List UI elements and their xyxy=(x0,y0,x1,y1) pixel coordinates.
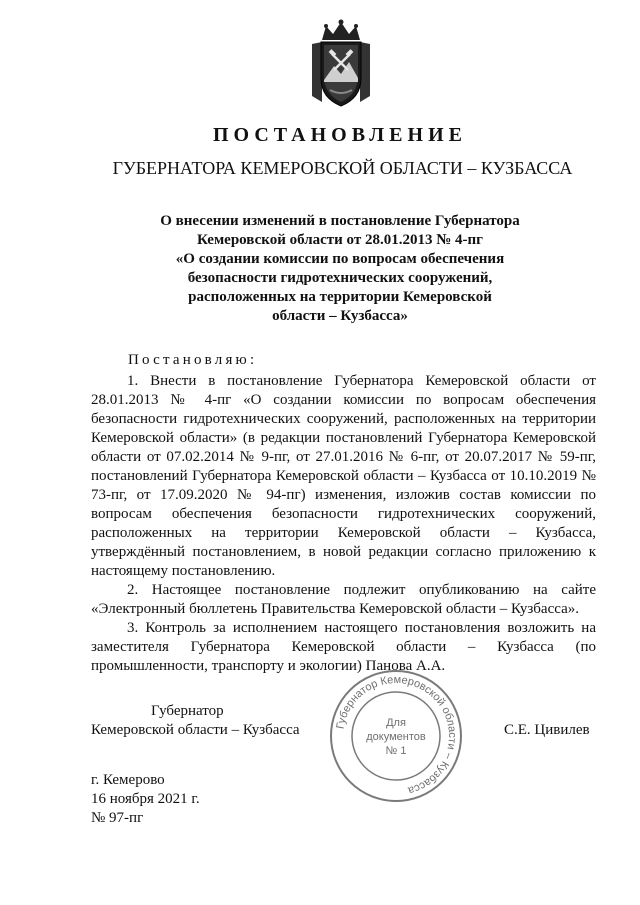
title-line: «О создании комиссии по вопросам обеспечения xyxy=(175,251,505,267)
title-line: области – Кузбасса» xyxy=(272,308,408,324)
title-line: безопасности гидротехнических сооружений, xyxy=(187,270,493,286)
document-body xyxy=(91,372,596,676)
document-number: № 97-пг xyxy=(91,810,144,826)
paragraph-2: 2. Настоящее постановление подлежит опубликованию на сайте «Электронный бюллетень Правительства Кемеровской области – Кузбасса». xyxy=(91,582,596,617)
document-type-heading: ПОСТАНОВЛЕНИЕ xyxy=(213,124,467,146)
signatory-position xyxy=(91,702,300,740)
paragraph-1: 1. Внести в постановление Губернатора Кемеровской области от 28.01.2013 № 4-пг «О создании комиссии по вопросам обеспечения безопасности гидротехнических сооружений, расположенных на территории Кемеровской области» (в редакции постановлений Губернатора Кемеровской области от 07.02.2014 № 9-пг, от 27.01.2016 № 6-пг, от 20.07.2017 № 59-пг, постановлений Губернатора Кемеровской области – Кузбасса от 10.10.2019 № 73-пг, от 17.09.2020 № 94-пг) изменения, изложив состав комиссии по вопросам обеспечения безопасности гидротехнических сооружений, расположенных на территории Кемеровской области – Кузбасса, утверждённый постановлением, в новой редакции согласно приложению к настоящему постановлению. xyxy=(91,373,596,579)
title-line: расположенных на территории Кемеровской xyxy=(188,289,492,305)
official-stamp xyxy=(328,668,464,804)
signatory-name: С.Е. Цивилев xyxy=(504,722,590,738)
preamble: Постановляю: xyxy=(128,352,258,368)
issue-date: 16 ноября 2021 г. xyxy=(91,791,200,807)
paragraph-3: 3. Контроль за исполнением настоящего постановления возложить на заместителя Губернатора Кемеровской области – Кузбасса (по промышленности, транспорту и экологии) Панова А.А. xyxy=(91,620,596,674)
signatory-position-line1: Губернатор xyxy=(151,703,224,719)
signatory-position-line2: Кемеровской области – Кузбасса xyxy=(91,722,300,738)
stamp-center-line3: № 1 xyxy=(385,745,407,757)
document-title xyxy=(130,212,550,326)
issuing-authority: ГУБЕРНАТОРА КЕМЕРОВСКОЙ ОБЛАСТИ – КУЗБАССА xyxy=(112,158,573,178)
stamp-ring-text: Губернатор Кемеровской области – Кузбасса xyxy=(334,673,459,797)
title-line: Кемеровской области от 28.01.2013 № 4-пг xyxy=(197,232,483,248)
coat-of-arms-icon xyxy=(308,18,374,110)
title-line: О внесении изменений в постановление Губернатора xyxy=(160,213,520,229)
issue-city: г. Кемерово xyxy=(91,772,165,788)
stamp-center-line2: документов xyxy=(366,731,426,743)
document-footer xyxy=(91,771,200,828)
stamp-center-line1: Для xyxy=(386,717,406,729)
